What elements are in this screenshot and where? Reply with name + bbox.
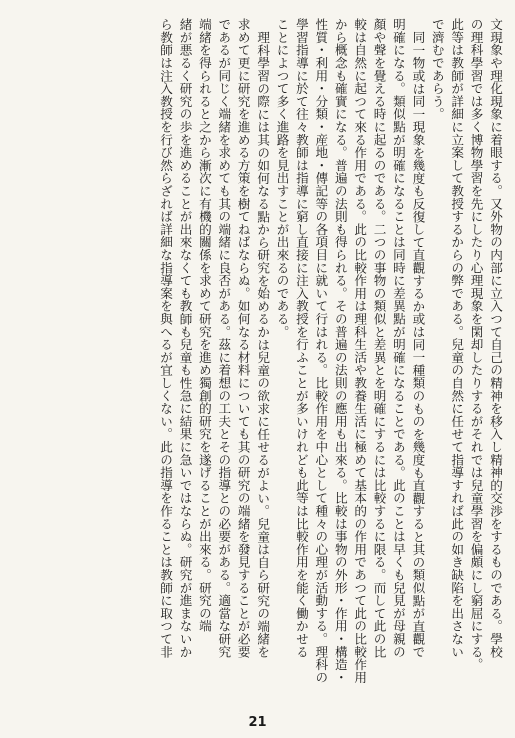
text-line: の理科學習では多く博物學習を先にしたり心理現象を閑却したりするがそれでは兒童學習を偏頗にし窮屈にする。 [468,18,484,671]
text-line: ことによつて多く進路を見出すことが出來るのである。 [274,18,290,338]
text-line: ら教師は注入教授を行び然らざれば詳細な指導案を與へるが宜しくない。此の指導を作ることは教師に取つて非 [158,18,174,658]
body-text [156,18,505,713]
text-line: 顏や聲を覺える時に起るのである。二つの事物の類似と差異とを明確にするには比較するに限る。而して此の比 [371,18,387,658]
text-line: であるが同じく端緒を求めても其の端緒に良否がある。茲に着想の工夫とその指導との必要がある。適當な研究 [216,18,232,658]
page-number: 21 [248,715,267,730]
paragraph-start-line: 理科學習の際には其の如何なる點から研究を始めるかは兒童の欲求に任せるがよい。兒童は自ら研究の端緒を [255,30,271,658]
text-line: 較は自然に起つて來る作用である。此の比較作用は理科生活や教養生活に極めて基本的の作用であつて此の比較作用 [352,18,368,684]
text-line: で濟むであらう。 [429,18,445,121]
text-line: 明確になる。類似點が明確になることは同時に差異點が明確になることである。此のことは早くも兒見が母親の [390,18,406,658]
paragraph-start-line: 同一物或は同一現象を幾度も反復して直觀するか或は同一種類のものを幾度も直觀すると其の類似點が直觀で [410,30,426,658]
text-line: 學習指導に於て往々教師は指導に窮し直接に注入教授を行ふことが多いけれども此等は比較作用を能く働かせる [293,18,309,658]
text-line: から概念も確實になる。普遍の法則も得られる。その普遍の法則の應用も出來る。比較は事物の外形・作用・構造・ [332,18,348,684]
text-line: 端緒を得られると之から漸次に有機的關係を求めて研究を進め獨創的研究を遂げることが出來る。研究の端 [196,18,212,633]
text-line: 緒が悪るく研究の歩を進めることが出來なくても教師も兒童も性急に結果に急いではならぬ。研究が進まないか [177,18,193,658]
text-line: 性質・利用・分類・産地・傳記等の各項目に就いて行はれる。比較作用を中心として種々の心理が活動する。理科の [313,18,329,684]
text-line: 求めて更に研究を進める方策を樹てねばならぬ。如何なる材料についても其の研究の端緒を發見することが必要 [235,18,251,658]
text-line: 文現象や理化現象に着眼する。又外物の内部に立入つて自己の精神を移入し精神的交渉をするものである。學校 [488,18,503,658]
text-line: 此等は教師が詳細に立案して教授するからの弊である。兒童の自然に任せて指導すれば此の如き缺陷を出さない [449,18,465,658]
